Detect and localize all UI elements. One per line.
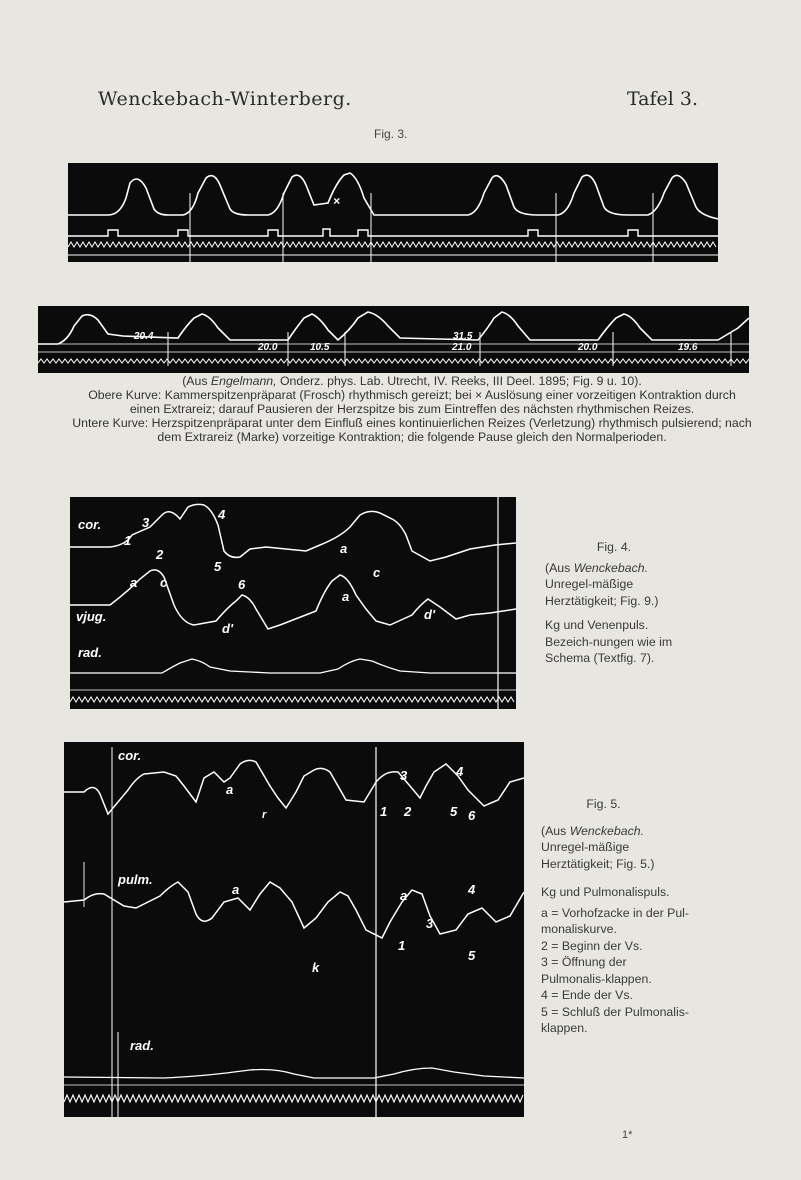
fig4-mark-3: 3: [142, 515, 150, 530]
fig5-legend-2: 2 = Beginn der Vs.: [541, 938, 643, 953]
fig5-legend-4: 4 = Ende der Vs.: [541, 988, 633, 1002]
fig5-label-rad: rad.: [130, 1038, 154, 1053]
fig5-pulm-mark-a1: a: [232, 882, 240, 897]
fig4-time-marker: [70, 697, 514, 702]
fig5-source: (Aus Wenckebach. Unregel-mäßige Herztätigkeit; Fig. 5.): [541, 823, 655, 871]
fig5-label-cor: cor.: [118, 748, 142, 763]
fig5-cor-mark-6: 6: [468, 808, 476, 823]
fig3-lower-time-marker: [38, 359, 749, 363]
fig5-legend-head: Kg und Pulmonalispuls.: [541, 885, 670, 899]
fig4-mark-d2: d': [424, 607, 436, 622]
fig4-mark-1: 1: [124, 533, 132, 548]
fig3-value-3: 10.5: [310, 342, 330, 353]
fig5-cor-mark-1: 1: [380, 804, 388, 819]
running-header-left: Wenckebach-Winterberg.: [98, 88, 352, 110]
running-header-right: Tafel 3.: [626, 88, 698, 110]
fig5-cor-mark-r: r: [262, 809, 267, 821]
fig4-mark-c1: c: [160, 575, 168, 590]
fig3-value-4: 31.5: [453, 331, 473, 342]
fig3-upper-time-marker: [68, 242, 716, 247]
fig5-legend-3: 3 = Öffnung der Pulmonalis-klappen.: [541, 955, 652, 986]
fig3-lower-plate: [38, 306, 749, 373]
caption-source: (Aus Engelmann, Onderz. phys. Lab. Utrecht, IV. Reeks, III Deel. 1895; Fig. 9 u. 10).: [182, 374, 642, 388]
fig3-caption: [72, 374, 752, 444]
fig5-sidetext: [541, 796, 716, 1037]
fig4-mark-a3: a: [342, 589, 350, 604]
fig4-mark-5: 5: [214, 559, 222, 574]
fig4-description: Kg und Venenpuls. Bezeich-nungen wie im Schema (Textfig. 7).: [545, 618, 673, 665]
fig3-value-1: 20.4: [134, 331, 154, 342]
fig4-mark-6: 6: [238, 577, 246, 592]
fig5-plate: [64, 742, 524, 1117]
caption-upper-curve: Obere Kurve: Kammerspitzenpräparat (Frosch) rhythmisch gereizt; bei × Auslösung einer vorzeitigen Kontraktion durch einen Extrareiz; darauf Pausieren der Herzspitze bis zum Eintreffen des nächsten rhythmischen Reizes.: [88, 388, 736, 416]
fig5-title: Fig. 5.: [586, 797, 621, 811]
fig5-cor-mark-3: 3: [400, 768, 408, 783]
fig3-upper-plate: [68, 163, 718, 262]
fig5-cor-mark-5: 5: [450, 804, 458, 819]
fig3-value-5: 21.0: [452, 342, 472, 353]
fig5-pulm-mark-3: 3: [426, 916, 434, 931]
fig5-cor-mark-2: 2: [404, 804, 412, 819]
fig5-time-marker: [64, 1095, 523, 1102]
fig5-pulm-mark-1: 1: [398, 938, 406, 953]
fig4-sidetext: [545, 539, 705, 667]
fig4-mark-2: 2: [156, 547, 164, 562]
fig5-cor-mark-a: a: [226, 782, 234, 797]
fig4-mark-a1: a: [130, 575, 138, 590]
fig3-label: Fig. 3.: [374, 127, 408, 141]
fig5-legend-a: a = Vorhofzacke in der Pul-monaliskurve.: [541, 905, 689, 936]
fig5-legend-5: 5 = Schluß der Pulmonalis-klappen.: [541, 1004, 689, 1035]
fig4-label-cor: cor.: [78, 517, 102, 532]
fig4-source: (Aus Wenckebach. Unregel-mäßige Herztätigkeit; Fig. 9.): [545, 560, 659, 608]
fig3-value-2: 20.0: [258, 342, 278, 353]
fig5-pulm-mark-5: 5: [468, 948, 476, 963]
fig4-mark-c2: c: [373, 565, 381, 580]
fig5-pulm-mark-a2: a: [400, 888, 408, 903]
fig4-mark-4: 4: [218, 507, 226, 522]
fig4-plate: [70, 497, 516, 709]
caption-lower-curve: Untere Kurve: Herzspitzenpräparat unter dem Einfluß eines kontinuierlichen Reizes (Verletzung) rhythmisch pulsierend; nach dem Extrareiz (Marke) vorzeitige Kontraktion; die folgende Pause gleich den Normalperioden.: [72, 416, 752, 444]
fig3-value-6: 20.0: [578, 342, 598, 353]
fig5-pulm-mark-4: 4: [468, 882, 476, 897]
fig4-mark-a2: a: [340, 541, 348, 556]
page-number: 1*: [622, 1129, 633, 1141]
fig4-mark-d1: d': [222, 621, 234, 636]
fig3-value-7: 19.6: [678, 342, 698, 353]
fig4-label-rad: rad.: [78, 645, 102, 660]
fig4-label-vjug: vjug.: [76, 609, 107, 624]
fig3-extra-stimulus-mark: ×: [333, 194, 341, 208]
fig5-pulm-mark-k: k: [312, 960, 320, 975]
fig5-cor-mark-4: 4: [456, 764, 464, 779]
fig4-title: Fig. 4.: [596, 540, 632, 554]
fig5-label-pulm: pulm.: [118, 872, 153, 887]
